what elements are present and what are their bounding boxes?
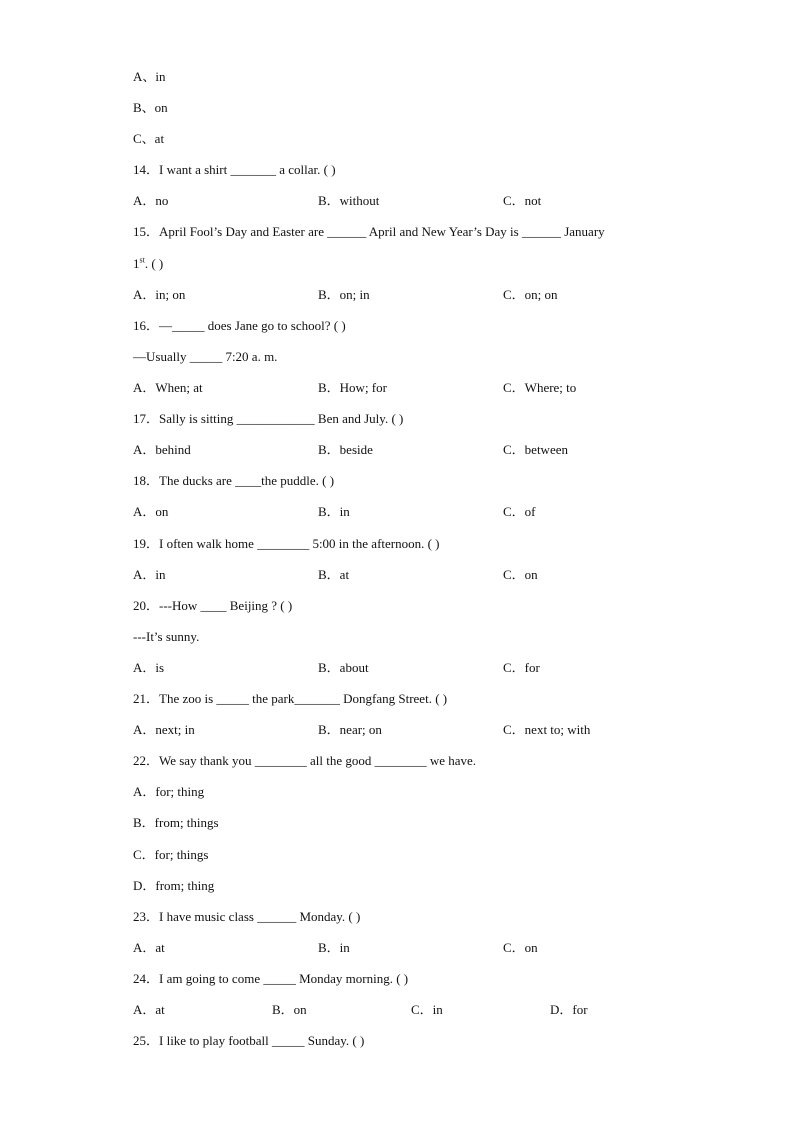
question-stem: 15．April Fool’s Day and Easter are ______ April and New Year’s Day is ______ January bbox=[133, 224, 605, 239]
answer-option: C．next to; with bbox=[503, 722, 591, 737]
question-stem: 25．I like to play football _____ Sunday. ( ) bbox=[133, 1033, 365, 1048]
answer-option: A．When; at bbox=[133, 380, 203, 395]
text-line: —Usually _____ 7:20 a. m. bbox=[133, 349, 278, 364]
answer-option: B．beside bbox=[318, 442, 373, 457]
question-stem: 16．—_____ does Jane go to school? ( ) bbox=[133, 318, 346, 333]
answer-option: C．in bbox=[411, 1002, 443, 1017]
text-line: ---It’s sunny. bbox=[133, 629, 200, 644]
answer-option: C．on; on bbox=[503, 287, 558, 302]
answer-options bbox=[133, 380, 688, 396]
answer-option: C．on bbox=[503, 940, 538, 955]
answer-option: B．in bbox=[318, 940, 350, 955]
answer-option: A．next; in bbox=[133, 722, 195, 737]
answer-option: B．in bbox=[318, 504, 350, 519]
question-stem-continued bbox=[133, 256, 163, 272]
answer-option: A．is bbox=[133, 660, 165, 675]
stem-text: . ( ) bbox=[144, 256, 164, 271]
answer-option: B．on; in bbox=[318, 287, 370, 302]
question-stem: 18．The ducks are ____the puddle. ( ) bbox=[133, 473, 335, 488]
answer-options bbox=[133, 287, 688, 303]
answer-option: D．for bbox=[550, 1002, 588, 1017]
answer-option: C．not bbox=[503, 193, 542, 208]
text-line: D．from; thing bbox=[133, 878, 215, 893]
answer-option: A．on bbox=[133, 504, 169, 519]
answer-options bbox=[133, 1002, 689, 1018]
question-stem: 21．The zoo is _____ the park_______ Dongfang Street. ( ) bbox=[133, 691, 448, 706]
text-line: A、in bbox=[133, 69, 166, 84]
answer-option: B．about bbox=[318, 660, 369, 675]
answer-options bbox=[133, 442, 688, 458]
answer-option: C．for bbox=[503, 660, 540, 675]
question-stem: 20．---How ____ Beijing ? ( ) bbox=[133, 598, 293, 613]
answer-options bbox=[133, 660, 688, 676]
answer-option: B．on bbox=[272, 1002, 307, 1017]
text-line: B、on bbox=[133, 100, 168, 115]
ordinal-suffix: st bbox=[139, 255, 145, 265]
question-stem: 17．Sally is sitting ____________ Ben and July. ( ) bbox=[133, 411, 404, 426]
answer-options bbox=[133, 567, 688, 583]
answer-options bbox=[133, 193, 688, 209]
answer-options bbox=[133, 722, 688, 738]
text-line: C、at bbox=[133, 131, 165, 146]
answer-option: C．on bbox=[503, 567, 538, 582]
answer-option: B．How; for bbox=[318, 380, 387, 395]
question-stem: 22．We say thank you ________ all the good ________ we have. bbox=[133, 753, 477, 768]
answer-option: A．at bbox=[133, 940, 165, 955]
answer-option: C．between bbox=[503, 442, 568, 457]
text-line: B．from; things bbox=[133, 815, 219, 830]
answer-option: A．in bbox=[133, 567, 166, 582]
question-stem: 19．I often walk home ________ 5:00 in the afternoon. ( ) bbox=[133, 536, 440, 551]
question-stem: 14．I want a shirt _______ a collar. ( ) bbox=[133, 162, 336, 177]
answer-option: C．of bbox=[503, 504, 536, 519]
answer-option: B．near; on bbox=[318, 722, 382, 737]
answer-option: A．in; on bbox=[133, 287, 186, 302]
answer-option: B．without bbox=[318, 193, 380, 208]
answer-option: B．at bbox=[318, 567, 350, 582]
answer-option: C．Where; to bbox=[503, 380, 577, 395]
stem-text: 1 bbox=[133, 256, 140, 271]
text-line: A．for; thing bbox=[133, 784, 205, 799]
answer-option: A．behind bbox=[133, 442, 191, 457]
answer-options bbox=[133, 504, 688, 520]
question-stem: 24．I am going to come _____ Monday morning. ( ) bbox=[133, 971, 409, 986]
answer-options bbox=[133, 940, 688, 956]
question-stem: 23．I have music class ______ Monday. ( ) bbox=[133, 909, 361, 924]
answer-option: A．at bbox=[133, 1002, 165, 1017]
answer-option: A．no bbox=[133, 193, 169, 208]
text-line: C．for; things bbox=[133, 847, 209, 862]
